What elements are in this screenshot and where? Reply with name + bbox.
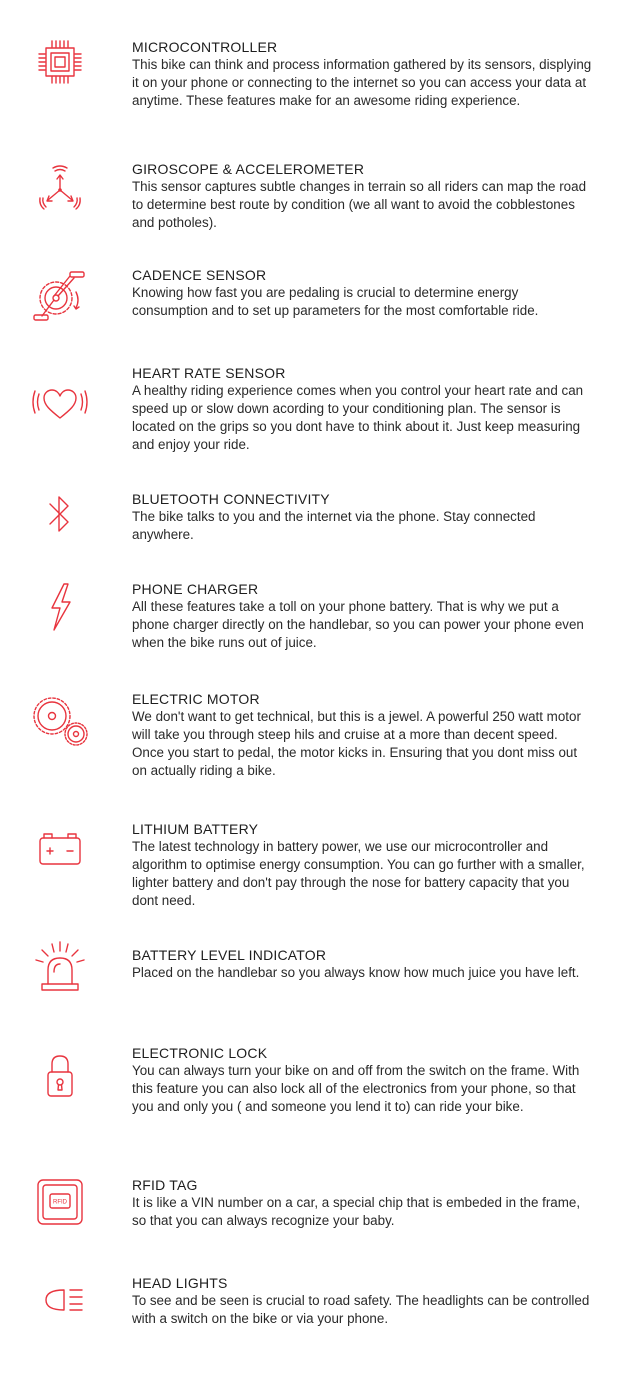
feature-title: ELECTRIC MOTOR [132, 691, 260, 707]
feature-title: MICROCONTROLLER [132, 39, 278, 55]
feature-description: Knowing how fast you are pedaling is crucial to determine energy consumption and to set up parameters for the most comfortable ride. [132, 285, 539, 318]
cadence-crank-icon [28, 264, 92, 328]
feature-title: BLUETOOTH CONNECTIVITY [132, 491, 330, 507]
feature-description: You can always turn your bike on and off from the switch on the frame. With this feature you can also lock all of the electronics from your phone, so that you and only you ( and someone you lend it to) can ride your bike. [132, 1063, 580, 1114]
feature-description: A healthy riding experience comes when you control your heart rate and can speed up or slow down acording to your conditioning plan. The sensor is located on the grips so you dont have to think about it. Just keep measuring and enjoy your ride. [132, 383, 584, 452]
svg-text:RFID: RFID [53, 1199, 67, 1206]
headlight-icon [28, 1268, 92, 1332]
gyroscope-axes-icon [28, 156, 92, 220]
feature-description: This sensor captures subtle changes in terrain so all riders can map the road to determine best route by condition (we all want to avoid the cobblestones and potholes). [132, 179, 587, 230]
feature-description: The latest technology in battery power, we use our microcontroller and algorithm to optimise energy consumption. You can go further with a smaller, lighter battery and don't pay through the nose for battery capacity that you dont need. [132, 839, 585, 908]
feature-description: All these features take a toll on your phone battery. That is why we put a phone charger directly on the handlebar, so you can power your phone even when the bike runs out of juice. [132, 599, 584, 650]
feature-title: LITHIUM BATTERY [132, 821, 259, 837]
feature-description: It is like a VIN number on a car, a special chip that is embeded in the frame, so that you can always recognize your baby. [132, 1195, 581, 1228]
feature-title: ELECTRONIC LOCK [132, 1045, 268, 1061]
battery-icon [28, 818, 92, 882]
microcontroller-chip-icon [28, 30, 92, 94]
feature-title: BATTERY LEVEL INDICATOR [132, 947, 327, 963]
lightning-bolt-icon [28, 574, 92, 638]
feature-title: HEART RATE SENSOR [132, 365, 286, 381]
rfid-chip-icon [28, 1170, 92, 1234]
feature-description: To see and be seen is crucial to road safety. The headlights can be controlled with a switch on the bike or via your phone. [132, 1293, 590, 1326]
feature-title: RFID TAG [132, 1177, 198, 1193]
feature-title: CADENCE SENSOR [132, 267, 267, 283]
gears-icon [28, 690, 92, 754]
padlock-icon [28, 1044, 92, 1108]
feature-title: GIROSCOPE & ACCELEROMETER [132, 161, 365, 177]
feature-description: The bike talks to you and the internet via the phone. Stay connected anywhere. [132, 509, 536, 542]
feature-description: This bike can think and process information gathered by its sensors, displying it on your phone or connecting to the internet so you can access your data at anytime. These features make for an awesome riding experience. [132, 57, 592, 108]
feature-title: PHONE CHARGER [132, 581, 259, 597]
bluetooth-icon [28, 482, 92, 546]
feature-description: Placed on the handlebar so you always know how much juice you have left. [132, 965, 580, 980]
alarm-light-icon [28, 934, 92, 998]
heart-rate-icon [28, 372, 92, 436]
feature-description: We don't want to get technical, but this is a jewel. A powerful 250 watt motor will take you through steep hils and cruise at a more than decent speed. Once you start to pedal, the motor kicks in. Ensuring that you dont miss out on actually riding a bike. [132, 709, 581, 778]
feature-title: HEAD LIGHTS [132, 1275, 228, 1291]
